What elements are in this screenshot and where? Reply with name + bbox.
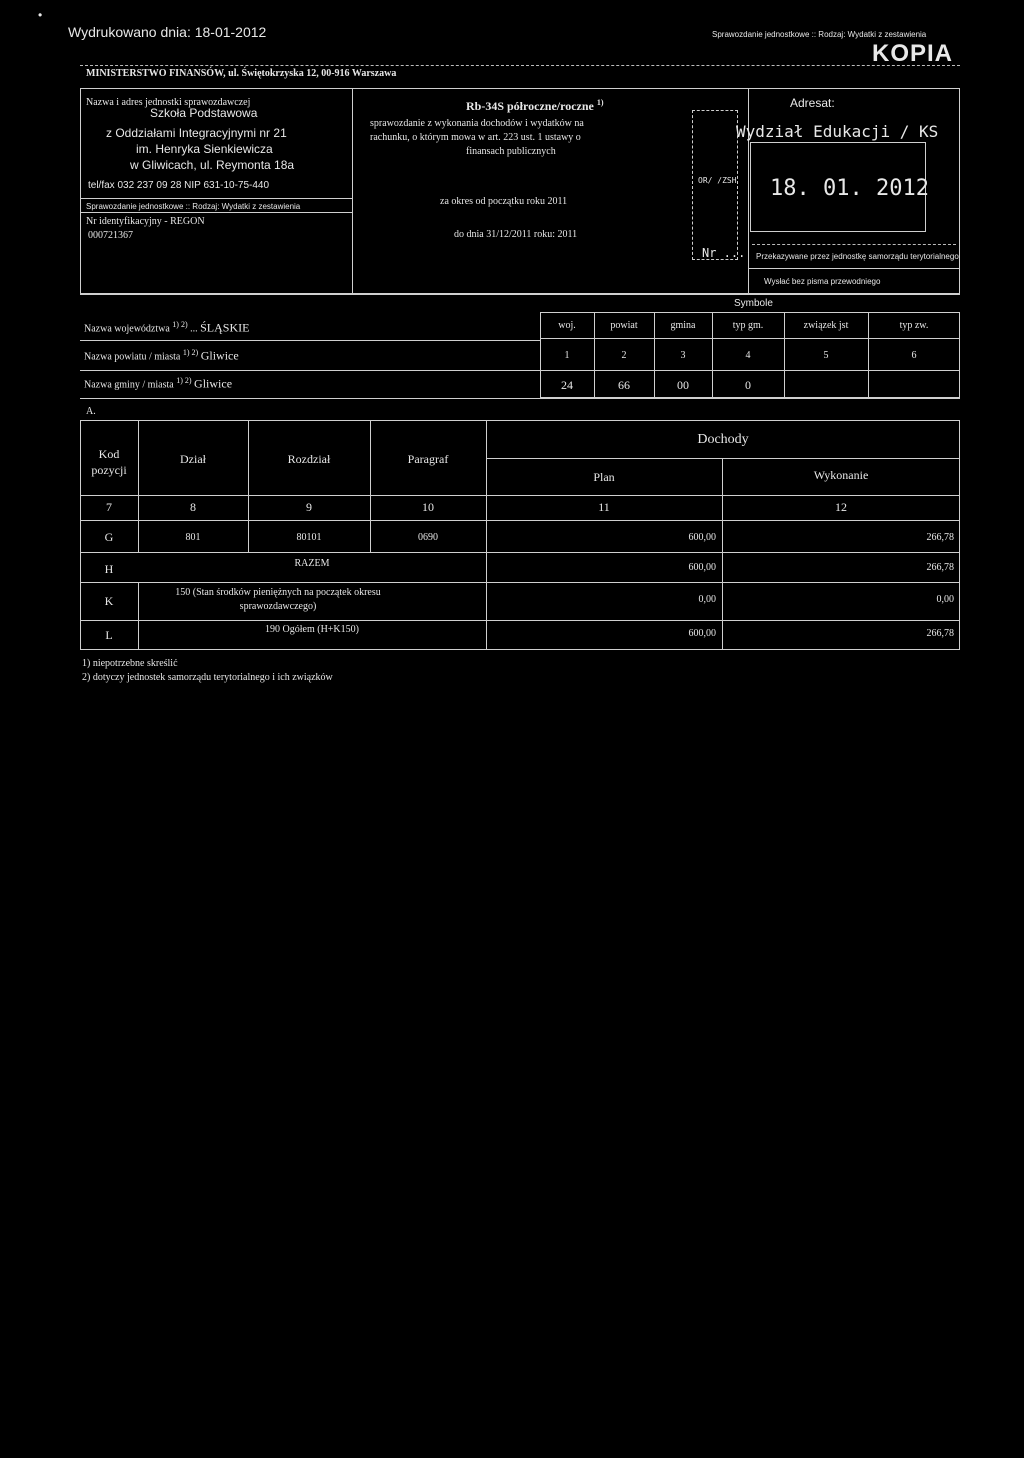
col-num-7: 7 <box>106 500 112 514</box>
recipient-sub-note: Przekazywane przez jednostkę samorządu terytorialnego <box>756 252 959 261</box>
symbol-num-4: 4 <box>745 350 751 361</box>
row-g-wyk: 266,78 <box>926 532 954 543</box>
report-title: Rb-34S półroczne/roczne $^{1)}$ <box>466 98 604 113</box>
commune-label: Nazwa gminy / miasta $^{1) 2)}$ Gliwice <box>84 376 233 391</box>
header-wykonanie: Wykonanie <box>813 468 869 482</box>
row-k-wyk: 0,00 <box>936 594 954 605</box>
header-paragraf: Paragraf <box>407 452 449 466</box>
print-date: Wydrukowano dnia: 18-01-2012 <box>68 24 267 40</box>
row-g-rozdzial: 80101 <box>296 532 322 543</box>
symbol-value-powiat: 66 <box>618 378 630 392</box>
symbol-value-typgm: 0 <box>745 378 751 392</box>
unit-report-kind: Sprawozdanie jednostkowe :: Rodzaj: Wydatki z zestawienia <box>86 202 301 211</box>
symbols-title: Symbole <box>734 298 773 309</box>
registry-stamp <box>692 110 738 260</box>
unit-phone: tel/fax 032 237 09 28 NIP 631-10-75-440 <box>88 180 270 191</box>
row-l-code: L <box>105 628 113 642</box>
col-num-8: 8 <box>190 500 196 514</box>
row-g-paragraf: 0690 <box>418 532 438 543</box>
symbol-value-woj: 24 <box>561 378 573 392</box>
col-num-11: 11 <box>598 500 610 514</box>
row-h-plan: 600,00 <box>688 562 716 573</box>
row-g-dzial: 801 <box>185 532 201 543</box>
regon-label: Nr identyfikacyjny - REGON <box>86 216 205 227</box>
col-num-10: 10 <box>422 500 434 514</box>
row-l-desc: 190 Ogółem (H+K150) <box>265 624 359 635</box>
symbol-header-typgm: typ gm. <box>732 320 764 331</box>
row-g-plan: 600,00 <box>688 532 716 543</box>
header-rozdzial: Rozdział <box>287 452 331 466</box>
row-h-code: H <box>104 562 114 576</box>
header-kod-pozycji: Kod pozycji <box>91 447 127 477</box>
voivodeship-label: Nazwa województwa $^{1) 2)}$ ... ŚLĄSKIE <box>84 320 250 335</box>
row-h-wyk: 266,78 <box>926 562 954 573</box>
regon-value: 000721367 <box>88 230 133 241</box>
symbol-value-gmina: 00 <box>677 378 689 392</box>
symbol-header-zwiazek: związek jst <box>803 320 849 331</box>
symbol-header-woj: woj. <box>558 320 576 331</box>
symbol-num-3: 3 <box>680 350 686 361</box>
commune-value: Gliwice <box>194 376 233 391</box>
report-type-note: Sprawozdanie jednostkowe :: Rodzaj: Wydatki z zestawienia <box>712 30 927 39</box>
row-g-code: G <box>104 530 114 544</box>
registry-side-label: OR/ /ZSH <box>698 176 737 185</box>
symbol-num-6: 6 <box>911 350 917 361</box>
period-to: do dnia 31/12/2011 roku: 2011 <box>454 229 578 240</box>
row-h-desc: RAZEM <box>294 558 330 569</box>
report-desc-line-3: finansach publicznych <box>466 146 556 157</box>
row-l-wyk: 266,78 <box>926 628 954 639</box>
unit-name-line-1: Szkoła Podstawowa <box>150 106 258 120</box>
header-plan: Plan <box>593 470 615 484</box>
symbol-num-5: 5 <box>823 350 829 361</box>
unit-name-line-4: w Gliwicach, ul. Reymonta 18a <box>130 158 295 172</box>
unit-caption: Nazwa i adres jednostki sprawozdawczej <box>86 97 251 108</box>
report-title-sup: 1) <box>596 98 604 107</box>
col-num-9: 9 <box>306 500 312 514</box>
report-desc-line-2: rachunku, o którym mowa w art. 223 ust. 1 ustawy o <box>370 132 581 143</box>
period-from: za okres od początku roku 2011 <box>440 196 568 207</box>
symbol-header-typzw: typ zw. <box>899 320 929 331</box>
county-label: Nazwa powiatu / miasta $^{1) 2)}$ Gliwice <box>84 348 239 363</box>
symbol-num-1: 1 <box>564 350 570 361</box>
row-k-code: K <box>104 594 114 608</box>
row-k-plan: 0,00 <box>698 594 716 605</box>
footnote-2: 2) dotyczy jednostek samorządu terytorialnego i ich związków <box>82 672 333 683</box>
county-sup: 1) 2) <box>182 348 199 357</box>
col-num-12: 12 <box>835 500 847 514</box>
header-dzial: Dział <box>180 452 206 466</box>
footnote-1: 1) niepotrzebne skreślić <box>82 658 178 669</box>
voivodeship-sup: 1) 2) <box>172 320 188 329</box>
header-dochody: Dochody <box>697 432 749 447</box>
recipient-stamp: Wydział Edukacji / KS <box>736 122 939 141</box>
county-value: Gliwice <box>200 348 239 363</box>
report-desc-line-1: sprawozdanie z wykonania dochodów i wydatków na <box>370 118 584 129</box>
section-label: A. <box>86 406 96 417</box>
voivodeship-value: ŚLĄSKIE <box>200 320 250 335</box>
symbol-header-powiat: powiat <box>610 320 638 331</box>
row-k-desc: 150 (Stan środków pieniężnych na początek okresu sprawozdawczego) <box>175 587 381 612</box>
date-stamp: 18. 01. 2012 <box>770 176 929 201</box>
dot-mark: • <box>38 8 43 22</box>
copy-stamp: KOPIA <box>872 40 954 67</box>
symbol-header-gmina: gmina <box>670 320 696 331</box>
unit-name-line-2: z Oddziałami Integracyjnymi nr 21 <box>106 126 287 140</box>
row-l-plan: 600,00 <box>688 628 716 639</box>
recipient-label: Adresat: <box>790 96 835 110</box>
registry-number: Nr ... <box>702 246 746 260</box>
unit-name-line-3: im. Henryka Sienkiewicza <box>136 142 273 156</box>
ministry-address: MINISTERSTWO FINANSÓW, ul. Świętokrzyska 12, 00-916 Warszawa <box>86 68 397 79</box>
forward-note: Wysłać bez pisma przewodniego <box>764 277 881 286</box>
commune-sup: 1) 2) <box>176 376 192 385</box>
symbol-num-2: 2 <box>621 350 627 361</box>
top-divider <box>80 65 960 66</box>
